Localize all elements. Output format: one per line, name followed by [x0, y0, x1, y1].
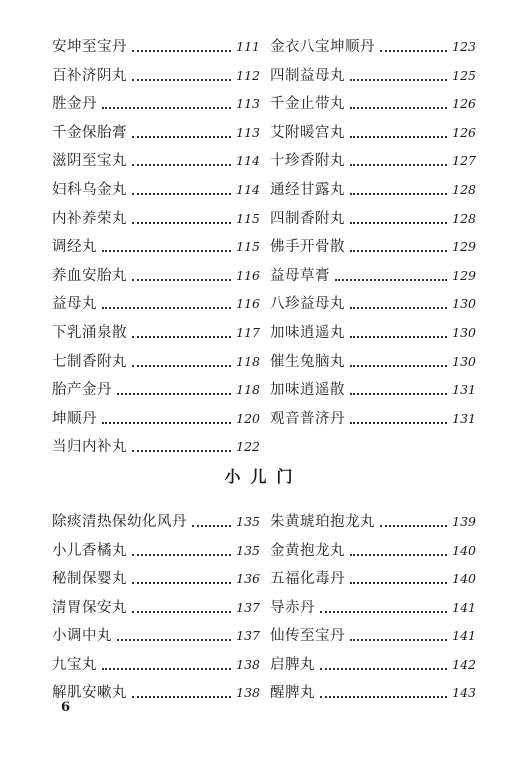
entry-title: 千金止带丸	[270, 96, 345, 113]
entry-page-number: 136	[236, 571, 260, 586]
toc-entry[interactable]	[52, 62, 260, 90]
toc-entry[interactable]	[52, 33, 260, 61]
toc-entry[interactable]	[270, 405, 476, 433]
entry-title: 小儿香橘丸	[52, 542, 127, 559]
entry-page-number: 126	[452, 124, 476, 140]
entry-page-number: 129	[452, 239, 476, 255]
entry-page-number: 140	[452, 571, 476, 586]
toc-entry[interactable]	[52, 405, 260, 433]
dot-leader	[102, 248, 231, 252]
toc-row	[0, 33, 527, 61]
entry-page-number: 142	[452, 656, 476, 672]
entry-title: 妇科乌金丸	[52, 182, 127, 198]
toc-entry[interactable]	[270, 233, 476, 261]
toc-entry[interactable]	[270, 33, 476, 61]
toc-entry[interactable]	[52, 90, 260, 118]
dot-leader	[102, 105, 231, 109]
entry-page-number: 125	[452, 67, 476, 83]
dot-leader	[102, 305, 231, 309]
entry-title: 仙传至宝丹	[270, 628, 345, 644]
entry-title: 千金保胎膏	[52, 124, 127, 141]
toc-row	[0, 262, 527, 290]
dot-leader	[192, 523, 231, 527]
dot-leader	[132, 277, 231, 281]
toc-entry[interactable]	[270, 90, 476, 118]
entry-page-number: 115	[236, 239, 260, 255]
dot-leader	[350, 637, 447, 641]
entry-page-number: 128	[452, 182, 476, 197]
dot-leader	[350, 105, 447, 109]
entry-page-number: 143	[452, 685, 476, 700]
entry-page-number: 130	[452, 325, 476, 340]
toc-row	[0, 679, 527, 707]
toc-entry[interactable]	[52, 376, 260, 404]
entry-page-number: 130	[452, 353, 476, 369]
entry-title: 观音普济丹	[270, 410, 345, 427]
toc-row	[0, 205, 527, 233]
toc-row	[0, 594, 527, 622]
toc-entry[interactable]	[270, 679, 476, 707]
toc-row	[0, 319, 527, 347]
toc-row	[0, 565, 527, 593]
entry-title: 启脾丸	[270, 656, 315, 673]
toc-entry[interactable]	[270, 290, 476, 318]
toc-row	[0, 233, 527, 261]
toc-entry[interactable]	[52, 262, 260, 290]
entry-page-number: 139	[452, 514, 476, 529]
toc-entry[interactable]	[270, 262, 476, 290]
entry-page-number: 112	[236, 67, 260, 83]
toc-row	[0, 62, 527, 90]
toc-entry[interactable]	[270, 147, 476, 175]
toc-entry[interactable]	[52, 348, 260, 376]
entry-page-number: 111	[236, 39, 260, 54]
dot-leader	[102, 666, 231, 670]
toc-entry[interactable]	[52, 594, 260, 622]
toc-entry[interactable]	[52, 233, 260, 261]
entry-title: 七制香附丸	[52, 353, 127, 370]
dot-leader	[350, 191, 447, 195]
dot-leader	[132, 77, 231, 81]
toc-entry[interactable]	[52, 508, 260, 536]
dot-leader	[132, 334, 231, 338]
dot-leader	[132, 552, 231, 556]
entry-title: 金衣八宝坤顺丹	[270, 39, 375, 55]
dot-leader	[132, 134, 231, 138]
entry-page-number: 141	[452, 628, 476, 643]
entry-title: 佛手开骨散	[270, 239, 345, 256]
entry-page-number: 118	[236, 382, 260, 398]
entry-page-number: 120	[236, 410, 260, 426]
toc-entry[interactable]	[52, 119, 260, 147]
entry-page-number: 137	[236, 628, 260, 643]
entry-page-number: 128	[452, 210, 476, 226]
entry-page-number: 138	[236, 656, 260, 672]
entry-title: 胎产金丹	[52, 382, 112, 399]
entry-page-number: 131	[452, 410, 476, 426]
toc-row	[0, 508, 527, 536]
dot-leader	[350, 391, 447, 395]
dot-leader	[132, 220, 231, 224]
toc-row	[0, 537, 527, 565]
toc-entry[interactable]	[52, 537, 260, 565]
entry-page-number: 113	[236, 96, 260, 112]
entry-page-number: 137	[236, 599, 260, 615]
dot-leader	[132, 191, 231, 195]
dot-leader	[350, 220, 447, 224]
toc-entry[interactable]	[52, 433, 260, 461]
dot-leader	[380, 523, 447, 527]
toc-row	[0, 90, 527, 118]
entry-page-number: 127	[452, 153, 476, 169]
toc-entry[interactable]	[270, 537, 476, 565]
dot-leader	[132, 448, 231, 452]
entry-title: 催生兔脑丸	[270, 353, 345, 370]
entry-page-number: 129	[452, 267, 476, 283]
entry-title: 调经丸	[52, 239, 97, 256]
dot-leader	[350, 420, 447, 424]
page-number: 6	[61, 700, 71, 715]
entry-title: 养血安胎丸	[52, 267, 127, 284]
dot-leader	[320, 694, 447, 698]
toc-entry[interactable]	[52, 290, 260, 318]
entry-title: 益母丸	[52, 296, 97, 313]
entry-title: 秘制保婴丸	[52, 571, 127, 587]
entry-page-number: 126	[452, 96, 476, 112]
dot-leader	[350, 363, 447, 367]
toc-row	[0, 176, 527, 204]
toc-row	[0, 376, 527, 404]
section-heading-pediatrics: 小儿门	[224, 467, 303, 486]
toc-row	[0, 651, 527, 679]
toc-entry[interactable]	[270, 565, 476, 593]
toc-entry[interactable]	[270, 205, 476, 233]
entry-title: 九宝丸	[52, 656, 97, 673]
dot-leader	[132, 363, 231, 367]
entry-title: 加味逍遥丸	[270, 325, 345, 341]
entry-title: 胜金丹	[52, 96, 97, 113]
dot-leader	[350, 580, 447, 584]
entry-title: 通经甘露丸	[270, 182, 345, 198]
entry-page-number: 141	[452, 599, 476, 615]
entry-page-number: 131	[452, 382, 476, 398]
toc-entry[interactable]	[52, 622, 260, 650]
entry-title: 解肌安嗽丸	[52, 685, 127, 701]
entry-title: 朱黄琥珀抱龙丸	[270, 514, 375, 530]
entry-page-number: 130	[452, 296, 476, 312]
toc-row	[0, 119, 527, 147]
dot-leader	[350, 162, 447, 166]
toc-entry[interactable]	[270, 594, 476, 622]
toc-entry[interactable]	[52, 205, 260, 233]
dot-leader	[117, 637, 231, 641]
entry-title: 下乳涌泉散	[52, 325, 127, 341]
dot-leader	[320, 609, 447, 613]
toc-entry[interactable]	[270, 119, 476, 147]
entry-page-number: 115	[236, 210, 260, 226]
toc-entry[interactable]	[270, 348, 476, 376]
toc-row	[0, 622, 527, 650]
entry-page-number: 123	[452, 39, 476, 54]
entry-title: 十珍香附丸	[270, 153, 345, 170]
toc-entry[interactable]	[270, 376, 476, 404]
entry-page-number: 114	[236, 153, 260, 169]
entry-page-number: 118	[236, 353, 260, 369]
entry-title: 当归内补丸	[52, 439, 127, 456]
dot-leader	[380, 48, 447, 52]
toc-row	[0, 348, 527, 376]
entry-page-number: 116	[236, 267, 260, 283]
toc-row	[0, 433, 527, 461]
dot-leader	[132, 48, 231, 52]
toc-entry[interactable]	[270, 176, 476, 204]
dot-leader	[117, 391, 231, 395]
entry-page-number: 122	[236, 439, 260, 455]
entry-title: 安坤至宝丹	[52, 39, 127, 55]
dot-leader	[132, 609, 231, 613]
dot-leader	[350, 552, 447, 556]
entry-page-number: 138	[236, 685, 260, 700]
toc-row	[0, 405, 527, 433]
dot-leader	[320, 666, 447, 670]
dot-leader	[350, 77, 447, 81]
entry-title: 清胃保安丸	[52, 599, 127, 616]
entry-title: 四制香附丸	[270, 210, 345, 227]
toc-entry[interactable]	[270, 622, 476, 650]
toc-entry[interactable]	[52, 147, 260, 175]
entry-title: 五福化毒丹	[270, 571, 345, 587]
entry-page-number: 116	[236, 296, 260, 312]
dot-leader	[350, 134, 447, 138]
dot-leader	[350, 305, 447, 309]
entry-title: 坤顺丹	[52, 410, 97, 427]
entry-page-number: 117	[236, 325, 260, 340]
entry-page-number: 113	[236, 124, 260, 140]
entry-title: 内补养荣丸	[52, 210, 127, 227]
dot-leader	[335, 277, 447, 281]
entry-page-number: 135	[236, 542, 260, 558]
entry-title: 导赤丹	[270, 599, 315, 616]
toc-entry[interactable]	[52, 319, 260, 347]
toc-entry[interactable]	[52, 565, 260, 593]
entry-title: 金黄抱龙丸	[270, 542, 345, 559]
toc-entry[interactable]	[52, 176, 260, 204]
dot-leader	[132, 162, 231, 166]
entry-page-number: 135	[236, 514, 260, 529]
entry-title: 小调中丸	[52, 628, 112, 644]
entry-title: 除痰清热保幼化风丹	[52, 514, 187, 530]
dot-leader	[132, 580, 231, 584]
dot-leader	[350, 334, 447, 338]
entry-page-number: 114	[236, 182, 260, 197]
entry-title: 八珍益母丸	[270, 296, 345, 313]
toc-entry[interactable]	[270, 651, 476, 679]
toc-entry[interactable]	[270, 508, 476, 536]
entry-title: 益母草膏	[270, 267, 330, 284]
toc-row	[0, 290, 527, 318]
dot-leader	[132, 694, 231, 698]
entry-title: 滋阴至宝丸	[52, 153, 127, 170]
toc-entry[interactable]	[270, 319, 476, 347]
toc-entry[interactable]	[52, 651, 260, 679]
entry-page-number: 140	[452, 542, 476, 558]
entry-title: 艾附暖宫丸	[270, 124, 345, 141]
entry-title: 四制益母丸	[270, 67, 345, 84]
dot-leader	[350, 248, 447, 252]
entry-title: 醒脾丸	[270, 685, 315, 701]
toc-row	[0, 147, 527, 175]
entry-title: 百补济阴丸	[52, 67, 127, 84]
toc-entry[interactable]	[270, 62, 476, 90]
toc-entry[interactable]	[52, 679, 260, 707]
dot-leader	[102, 420, 231, 424]
entry-title: 加味逍遥散	[270, 382, 345, 399]
